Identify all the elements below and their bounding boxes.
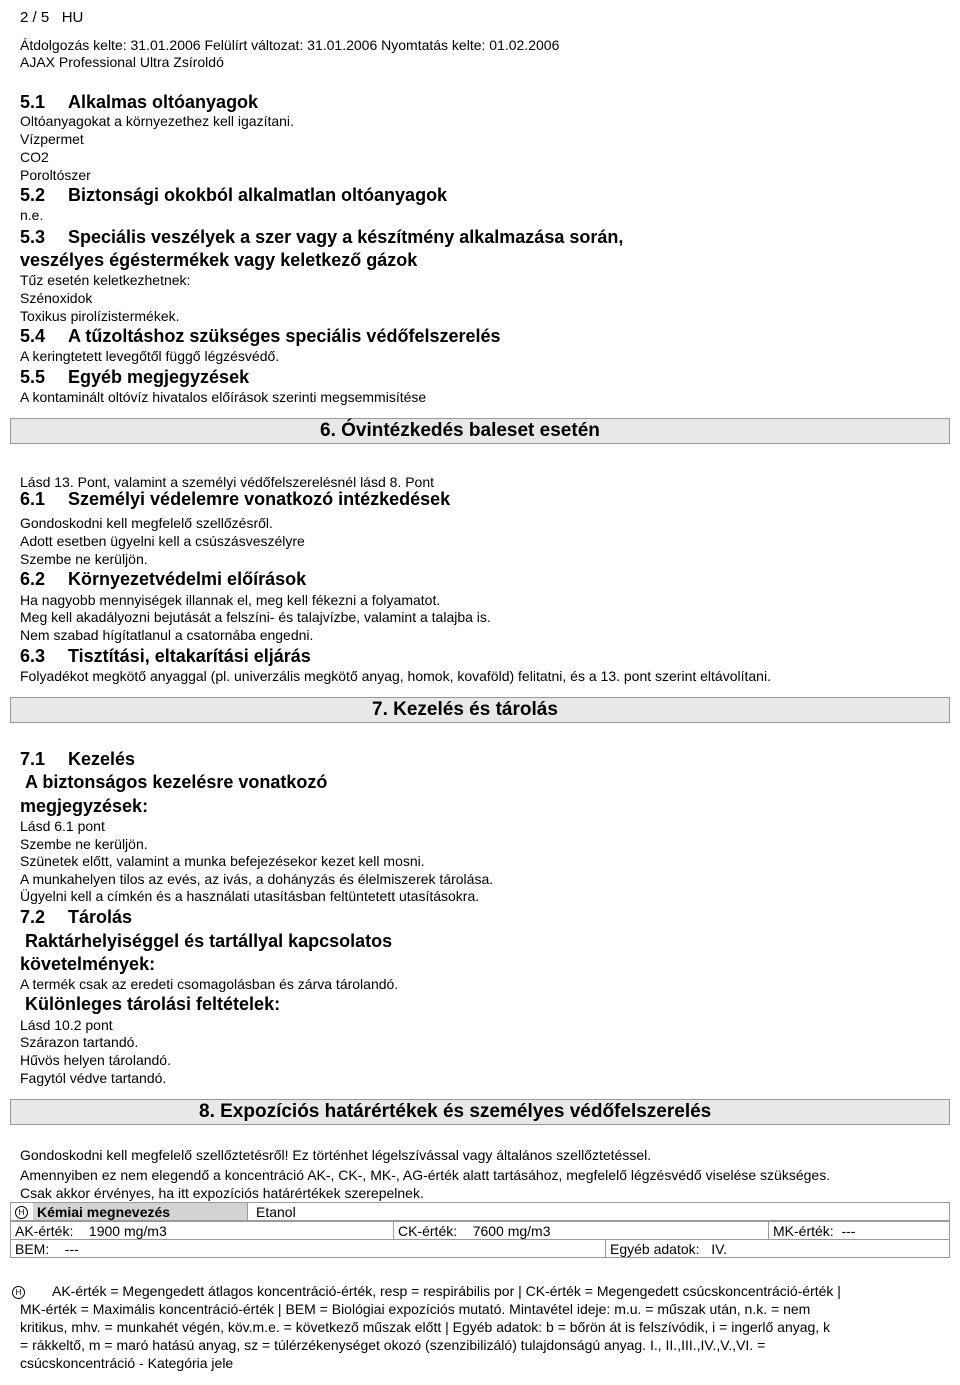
heading-5-2 [20,184,447,206]
table-cell [606,1240,950,1258]
table-row [11,1222,950,1240]
table-cell [11,1240,606,1258]
heading-6-2 [20,568,306,590]
text-line: Gondoskodni kell megfelelő szellőztetésről! Ez történhet légelszívással vagy általános szellőztetéssel. [20,1147,652,1163]
section-6-header [10,418,950,444]
text-line: CO2 [20,149,49,165]
text-line: Csak akkor érvényes, ha itt expozíciós határértékek szerepelnek. [20,1185,424,1201]
heading-number: 7.2 [20,907,46,927]
text-line: Gondoskodni kell megfelelő szellőzésről. [20,515,273,531]
subheading: követelmények: [20,954,156,974]
text-line: Adott esetben ügyelni kell a csúszásveszélyre [20,533,305,549]
text-line: Szénoxidok [20,290,93,306]
ck-value: 7600 mg/m3 [472,1222,551,1239]
text-line: Vízpermet [20,131,84,147]
text-line: Lásd 13. Pont, valamint a személyi védőfelszerelésnél lásd 8. Pont [20,474,435,490]
subheading: Raktárhelyiséggel és tartállyal kapcsolatos [25,931,393,951]
heading-number: 5.1 [20,92,46,112]
language-code: HU [61,9,84,26]
heading-number: 7.1 [20,749,46,769]
text-line: A munkahelyen tilos az evés, az ivás, a dohányzás és élelmiszerek tárolása. [20,871,494,887]
heading-5-5 [20,366,249,388]
table-cell [248,1203,950,1221]
bem-label: BEM: [15,1240,50,1257]
text-line: A kontaminált oltóvíz hivatalos előírások szerinti megsemmisítése [20,389,427,405]
heading-5-3-cont: veszélyes égéstermékek vagy keletkező gázok [20,250,418,270]
section-title: 8. Expozíciós határértékek és személyes védőfelszerelés [199,1101,712,1122]
heading-5-3 [20,226,623,248]
text-line: Amennyiben ez nem elegendő a koncentráció AK-, CK-, MK-, AG-érték alatt tartásához, megfelelő légzésvédő viselése szükséges. [20,1167,831,1183]
heading-text: Kezelés [68,749,136,769]
text-line: Folyadékot megkötő anyaggal (pl. univerzális megkötő anyag, homok, kovaföld) felitatni, és a 13. pont szerint eltávolítani. [20,668,771,684]
text-line: Oltóanyagokat a környezethez kell igazítani. [20,113,294,129]
heading-number: 6.3 [20,646,46,666]
table-cell [11,1203,34,1221]
exposure-other-table [10,1239,950,1258]
table-cell [769,1222,950,1240]
text-line: Lásd 10.2 pont [20,1017,113,1033]
legend-line: kritikus, mhv. = munkahét végén, köv.m.e. = következő műszak előtt | Egyéb adatok: b = bőrön át is felszívódik, i = ingerlő anyag, k [20,1319,831,1335]
text-line: Nem szabad hígítatlanul a csatornába engedni. [20,627,314,643]
text-line: Tűz esetén keletkezhetnek: [20,272,191,288]
table-row [11,1240,950,1258]
text-line: Hűvös helyen tárolandó. [20,1052,171,1068]
heading-text: Alkalmas oltóanyagok [68,92,259,112]
text-line: Szárazon tartandó. [20,1034,139,1050]
text-line: Toxikus pirolízistermékek. [20,308,180,324]
exposure-values-table [10,1221,950,1240]
heading-number: 6.2 [20,569,46,589]
legend-line: AK-érték = Megengedett átlagos koncentráció-érték, resp = respirábilis por | CK-érték = Megengedett csúcskoncentráció-érték | [52,1283,841,1299]
revision-dates: Átdolgozás kelte: 31.01.2006 Felülírt változat: 31.01.2006 Nyomtatás kelte: 01.02.2006 [20,37,560,53]
exposure-limits-table [10,1202,950,1221]
heading-text: Egyéb megjegyzések [68,367,250,387]
heading-text: Környezetvédelmi előírások [68,569,307,589]
subheading: megjegyzések: [20,796,149,816]
legend-marker [12,1284,25,1302]
text-line: n.e. [20,207,44,223]
ak-label: AK-érték: [15,1222,74,1239]
legend-line: MK-érték = Maximális koncentráció-érték | BEM = Biológiai expozíciós mutató. Mintavétel ideje: m.u. = műszak után, n.k. = nem [20,1301,811,1317]
table-cell [394,1222,769,1240]
legend-line: = rákkeltő, m = maró hatású anyag, sz = túlérzékenységet okozó (szenzibilizáló) tulajdonságú anyag. I., II.,III.,IV.,V.,VI. = [20,1337,766,1353]
substance-name: Etanol [256,1203,296,1220]
ak-value: 1900 mg/m3 [88,1222,167,1239]
heading-number: 5.2 [20,185,46,205]
section-8-header [10,1099,950,1125]
table-cell [11,1222,394,1240]
text-line: Lásd 6.1 pont [20,818,105,834]
text-line: Szembe ne kerüljön. [20,836,148,852]
heading-text: Személyi védelemre vonatkozó intézkedések [68,489,451,509]
heading-number: 5.5 [20,367,46,387]
heading-text: Speciális veszélyek a szer vagy a készítmény alkalmazása során, [68,227,624,247]
mk-label: MK-érték: [773,1222,834,1239]
heading-6-1 [20,488,450,510]
heading-number: 5.4 [20,326,46,346]
column-header: Kémiai megnevezés [37,1203,171,1220]
heading-text: Biztonsági okokból alkalmatlan oltóanyagok [68,185,448,205]
text-line: Meg kell akadályozni bejutását a felszíni- és talajvízbe, valamint a talajba is. [20,609,491,625]
heading-number: 5.3 [20,227,46,247]
table-header-cell [33,1203,248,1221]
heading-text: A tűzoltáshoz szükséges speciális védőfelszerelés [68,326,501,346]
legend-line: csúcskoncentráció - Kategória jele [20,1355,234,1371]
page-counter: 2 / 5 [20,9,50,26]
text-line: Poroltószer [20,167,91,183]
heading-6-3 [20,645,311,667]
bem-value: --- [64,1240,79,1257]
other-data-value: IV. [711,1240,728,1257]
subheading: A biztonságos kezelésre vonatkozó [25,772,328,792]
heading-5-4 [20,325,501,347]
h-marker-icon: H [12,1286,25,1299]
other-data-label: Egyéb adatok: [610,1240,700,1257]
heading-5-1 [20,91,258,113]
section-title: 6. Óvintézkedés baleset esetén [320,420,600,441]
text-line: Ügyelni kell a címkén és a használati utasításban feltüntetett utasításokra. [20,888,480,904]
heading-7-1 [20,748,135,770]
ck-label: CK-érték: [398,1222,458,1239]
heading-text: Tárolás [68,907,133,927]
text-line: A keringtetett levegőtől függő légzésvédő. [20,348,280,364]
heading-7-2 [20,906,132,928]
h-marker-icon: H [15,1206,28,1219]
table-row [11,1203,950,1221]
text-line: Szembe ne kerüljön. [20,551,148,567]
product-name: AJAX Professional Ultra Zsíroldó [20,54,224,70]
text-line: Szünetek előtt, valamint a munka befejezésekor kezet kell mosni. [20,853,425,869]
heading-number: 6.1 [20,489,46,509]
mk-value: --- [841,1222,856,1239]
page-number [20,9,83,26]
section-7-header [10,697,950,723]
heading-text: Tisztítási, eltakarítási eljárás [68,646,311,666]
section-title: 7. Kezelés és tárolás [372,699,558,720]
text-line: Ha nagyobb mennyiségek illannak el, meg kell fékezni a folyamatot. [20,592,441,608]
subheading: Különleges tárolási feltételek: [25,994,281,1014]
text-line: A termék csak az eredeti csomagolásban és zárva tárolandó. [20,976,399,992]
text-line: Fagytól védve tartandó. [20,1070,167,1086]
